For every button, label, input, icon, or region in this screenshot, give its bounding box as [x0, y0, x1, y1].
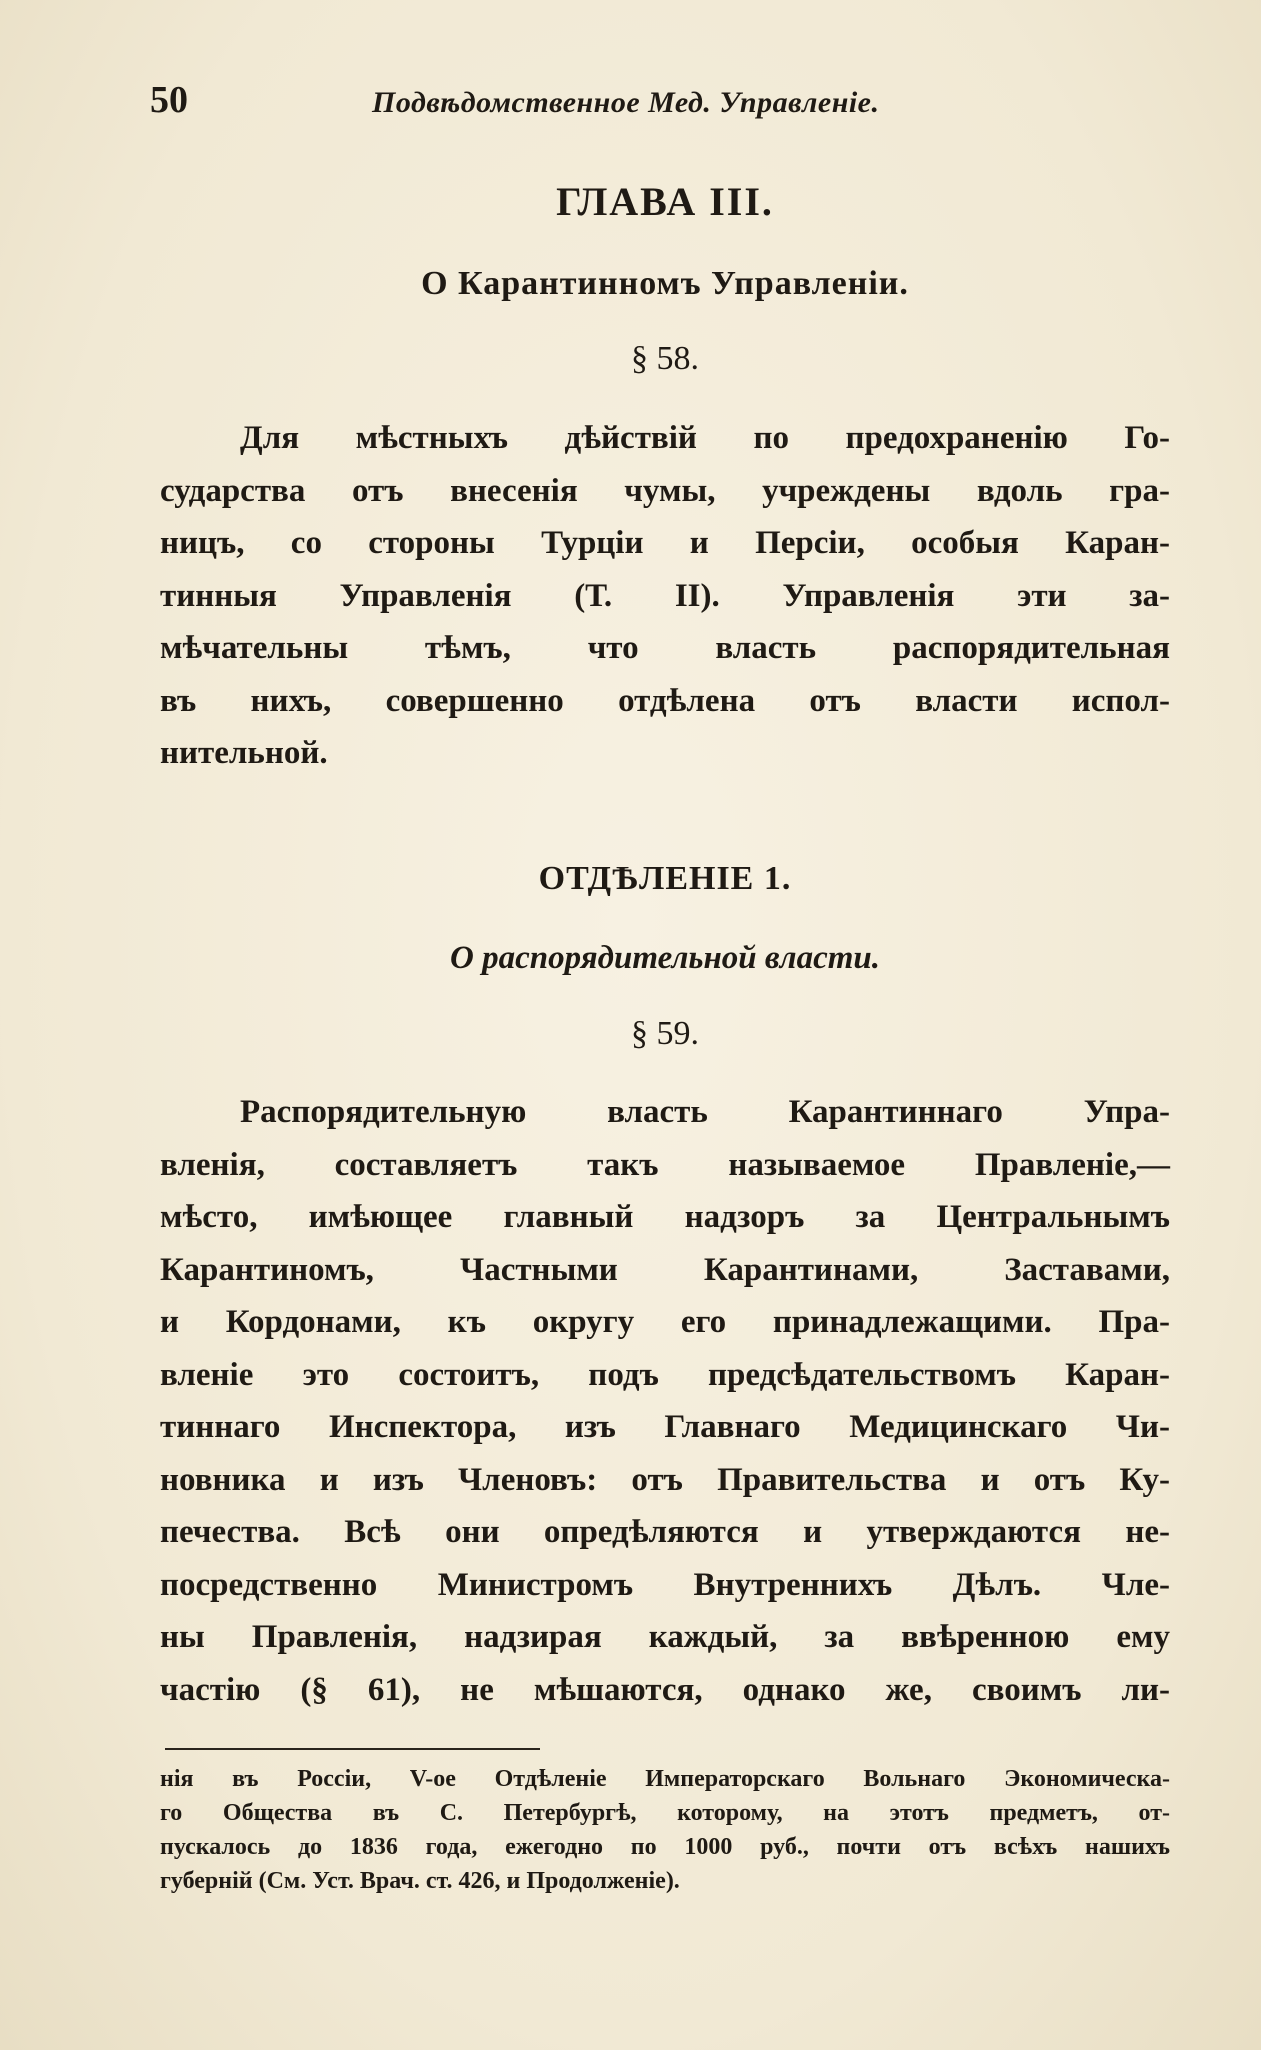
- text-line: мѣсто, имѣющее главный надзоръ за Центральнымъ: [160, 1199, 1170, 1235]
- text-line: въ нихъ, совершенно отдѣлена отъ власти испол-: [160, 682, 1170, 719]
- footnote-line: пускалось до 1836 года, ежегодно по 1000 руб., почти отъ всѣхъ нашихъ: [160, 1834, 1170, 1860]
- text-line: мѣчательны тѣмъ, что власть распорядительная: [160, 630, 1170, 666]
- footnote: [160, 1762, 1170, 1898]
- text-line: сударства отъ внесенія чумы, учреждены вдоль гра-: [160, 472, 1170, 509]
- text-line: ницъ, со стороны Турціи и Персіи, особыя Каран-: [160, 525, 1170, 561]
- footnote-line: го Общества въ С. Петербургѣ, которому, на этотъ предметъ, от-: [160, 1800, 1170, 1826]
- page-number: 50: [150, 79, 188, 121]
- paragraph-59: [160, 1086, 1170, 1716]
- paragraph-58: [160, 412, 1170, 780]
- text-line: посредственно Министромъ Внутреннихъ Дѣлъ. Чле-: [160, 1566, 1170, 1603]
- section-subtitle: О распорядительной власти.: [450, 940, 880, 976]
- section-title: ОТДѢЛЕНІЕ 1.: [538, 860, 792, 897]
- text-line: и Кордонами, къ округу его принадлежащими. Пра-: [160, 1304, 1170, 1340]
- text-line: нительной.: [160, 735, 328, 771]
- text-line: ны Правленія, надзирая каждый, за ввѣренною ему: [160, 1619, 1170, 1655]
- chapter-subtitle: О Карантинномъ Управленіи.: [421, 265, 909, 302]
- text-line: тинныя Управленія (Т. II). Управленія эти за-: [160, 577, 1170, 614]
- paragraph-mark-58: § 58.: [631, 340, 699, 377]
- text-line: Распорядительную власть Карантиннаго Упра-: [240, 1094, 1170, 1130]
- text-line: тиннаго Инспектора, изъ Главнаго Медицинскаго Чи-: [160, 1409, 1170, 1445]
- text-line: печества. Всѣ они опредѣляются и утверждаются не-: [160, 1514, 1170, 1550]
- running-head: Подвѣдомственное Мед. Управленіе.: [372, 86, 880, 119]
- footnote-line: нія въ Россіи, V-ое Отдѣленіе Императорскаго Вольнаго Экономическа-: [160, 1766, 1170, 1792]
- chapter-title: ГЛАВА III.: [556, 179, 774, 224]
- page-header: [150, 78, 1050, 128]
- text-line: вленія, составляетъ такъ называемое Правленіе,—: [160, 1146, 1170, 1183]
- footnote-line: губерній (См. Уст. Врач. ст. 426, и Продолженіе).: [160, 1868, 680, 1894]
- text-line: вленіе это состоитъ, подъ предсѣдательствомъ Каран-: [160, 1356, 1170, 1393]
- text-line: частію (§ 61), не мѣшаются, однако же, своимъ ли-: [160, 1671, 1170, 1708]
- text-line: Карантиномъ, Частными Карантинами, Заставами,: [160, 1251, 1170, 1288]
- text-line: Для мѣстныхъ дѣйствій по предохраненію Го-: [240, 420, 1170, 456]
- footnote-divider: [165, 1748, 540, 1750]
- paragraph-mark-59: § 59.: [631, 1015, 699, 1052]
- text-line: новника и изъ Членовъ: отъ Правительства и отъ Ку-: [160, 1461, 1170, 1498]
